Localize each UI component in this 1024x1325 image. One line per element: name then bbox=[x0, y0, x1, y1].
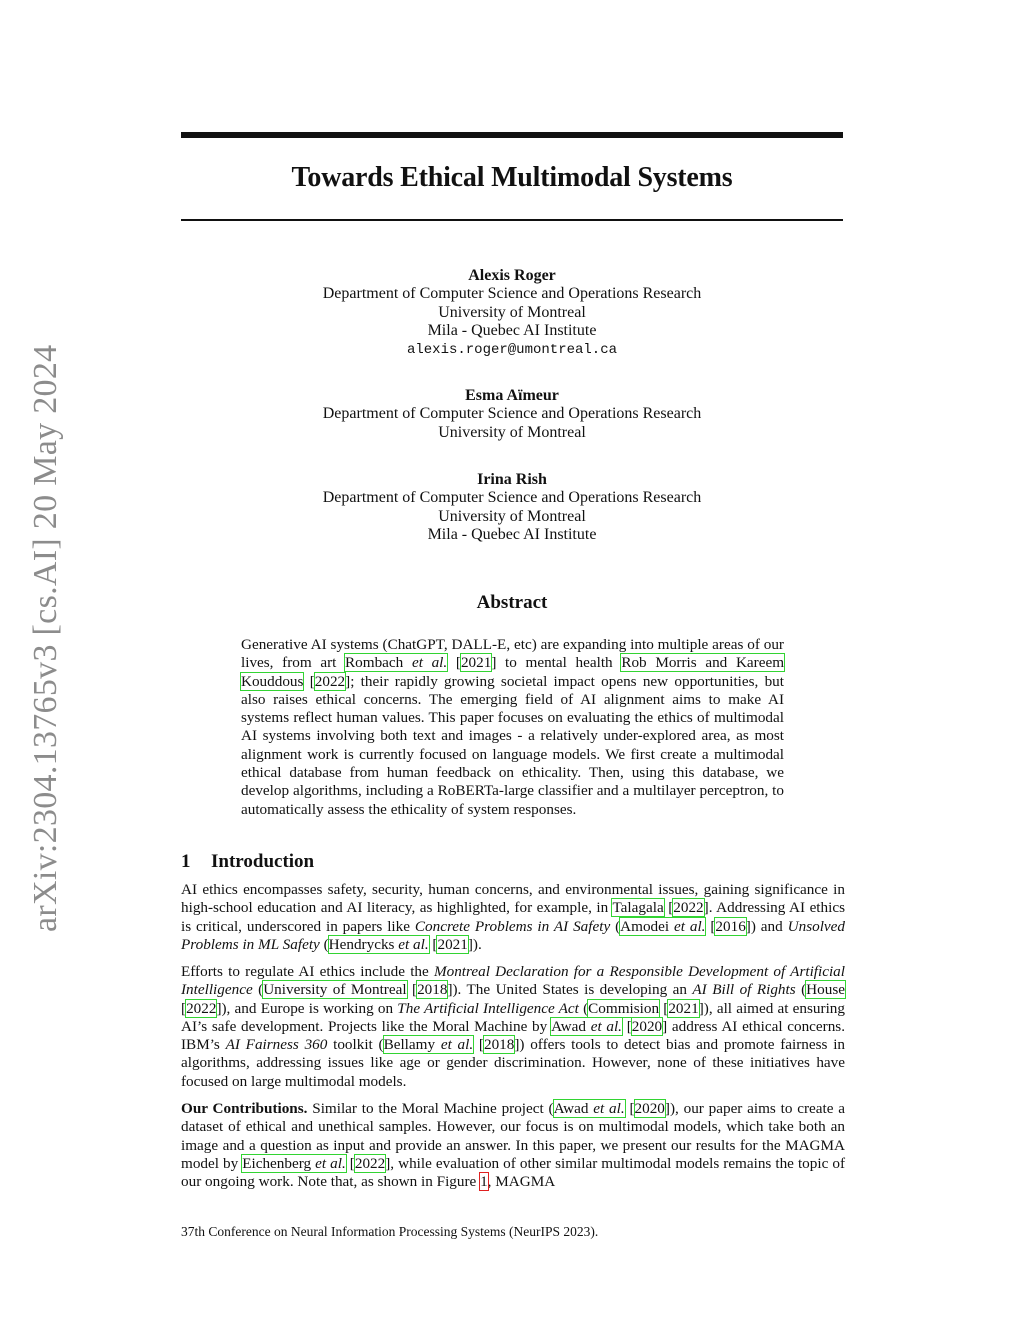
author-affiliation: University of Montreal bbox=[438, 507, 586, 525]
section-number: 1 bbox=[181, 851, 191, 872]
abstract-heading: Abstract bbox=[476, 592, 548, 613]
conference-footnote: 37th Conference on Neural Information Processing Systems (NeurIPS 2023). bbox=[181, 1224, 599, 1239]
citation-year-link[interactable]: 2022 bbox=[354, 1154, 386, 1172]
author-block-1 bbox=[181, 267, 843, 359]
citation-year-link[interactable]: 2018 bbox=[483, 1036, 515, 1054]
author-affiliation: Mila - Quebec AI Institute bbox=[427, 526, 597, 544]
author-block-3 bbox=[181, 471, 843, 545]
citation-link[interactable]: Commision bbox=[588, 999, 660, 1017]
author-name: Esma Aïmeur bbox=[465, 387, 559, 404]
citation-link[interactable]: University of Montreal bbox=[263, 981, 407, 999]
citation-year-link[interactable]: 2022 bbox=[186, 999, 217, 1017]
citation-link[interactable]: Awad et al. bbox=[553, 1100, 625, 1117]
section-title: Introduction bbox=[211, 851, 315, 872]
citation-year-link[interactable]: 2022 bbox=[314, 672, 346, 690]
paper-title: Towards Ethical Multimodal Systems bbox=[291, 162, 733, 193]
citation-link[interactable]: Amodei et al. bbox=[620, 917, 706, 935]
citation-link[interactable]: House bbox=[806, 981, 845, 999]
citation-year-link[interactable]: 2018 bbox=[417, 981, 448, 999]
author-affiliation: Department of Computer Science and Operations Research bbox=[322, 489, 702, 507]
author-email[interactable]: alexis.roger@umontreal.ca bbox=[406, 341, 618, 358]
citation-link[interactable]: Rombach et al. bbox=[345, 654, 448, 672]
citation-link[interactable]: Hendrycks et al. bbox=[328, 935, 429, 953]
citation-link[interactable]: Awad et al. bbox=[551, 1017, 622, 1035]
author-affiliation: Mila - Quebec AI Institute bbox=[427, 322, 597, 340]
author-name: Alexis Roger bbox=[468, 267, 556, 284]
citation-year-link[interactable]: 2016 bbox=[715, 917, 746, 935]
title-rule-bottom bbox=[181, 219, 843, 221]
citation-year-link[interactable]: 2020 bbox=[634, 1100, 665, 1117]
citation-year-link[interactable]: 2020 bbox=[631, 1017, 663, 1035]
citation-year-link[interactable]: 2021 bbox=[668, 999, 699, 1017]
author-affiliation: Department of Computer Science and Operations Research bbox=[322, 285, 702, 303]
intro-paragraph-3: Our Contributions. Similar to the Moral Machine project (Awad et al. [2020]), our paper aims to create a dataset of ethical and unethical samples. However, our focus is on multimodal models, which take both an image and a question as input and provide an answer. In this paper, we present our results for the MAGMA model by Eichenberg et al. [2022], while evaluation of other similar multimodal models remains the topic of our ongoing work. Note that, as shown in Figure 1, MAGMA bbox=[181, 1100, 846, 1191]
title-rule-top bbox=[181, 132, 843, 138]
paragraph-lead: Our Contributions. bbox=[181, 1100, 308, 1117]
intro-paragraph-1: AI ethics encompasses safety, security, human concerns, and environmental issues, gaining significance in high-school education and AI literacy, as highlighted, for example, in Talagala [2022]. Addressing AI ethics is critical, underscored in papers like Concrete Problems in AI Safety (Amodei et al. [2016]) and Unsolved Problems in ML Safety (Hendrycks et al. [2021]). bbox=[181, 881, 846, 953]
author-name: Irina Rish bbox=[477, 471, 547, 488]
abstract-text: Generative AI systems (ChatGPT, DALL-E, etc) are expanding into multiple areas of our lives, from art Rombach et al. [2021] to mental health Rob Morris and Kareem Kouddous [2022]; their rapidly growing societal impact opens new opportunities, but also raises ethical concerns. The emerging field of AI alignment aims to make AI systems reflect human values. This paper focuses on evaluating the ethics of multimodal AI systems involving both text and images - a relatively under-explored area, as most alignment work is currently focused on language models. We first create a multimodal ethical database from human feedback on ethicality. Then, using this database, we develop algorithms, including a RoBERTa-large classifier and a multilayer perceptron, to automatically assess the ethicality of system responses. bbox=[241, 636, 785, 818]
author-affiliation: University of Montreal bbox=[438, 303, 586, 321]
author-affiliation: Department of Computer Science and Operations Research bbox=[322, 405, 702, 423]
citation-year-link[interactable]: 2022 bbox=[673, 899, 704, 917]
citation-year-link[interactable]: 2021 bbox=[437, 935, 468, 953]
citation-link[interactable]: Rob Morris and Kareem Kouddous bbox=[241, 654, 785, 690]
author-affiliation: University of Montreal bbox=[438, 423, 586, 441]
arxiv-identifier: arXiv:2304.13765v3 [cs.AI] 20 May 2024 bbox=[27, 344, 64, 932]
intro-paragraph-2: Efforts to regulate AI ethics include the Montreal Declaration for a Responsible Development of Artificial Intelligence (University of Montreal [2018]). The United States is developing an AI Bill of Rights (House [2022]), and Europe is working on The Artificial Intelligence Act (Commision [2021]), all aimed at ensuring AI’s safe development. Projects like the Moral Machine by Awad et al. [2020] address AI ethical concerns. IBM’s AI Fairness 360 toolkit (Bellamy et al. [2018]) offers tools to detect bias and promote fairness in algorithms, addressing issues like age or gender discrimination. However, none of these initiatives have focused on large multimodal models. bbox=[181, 963, 846, 1090]
section-heading bbox=[181, 851, 314, 873]
citation-link[interactable]: Bellamy et al. bbox=[383, 1036, 474, 1054]
citation-link[interactable]: Talagala bbox=[612, 899, 664, 917]
author-block-2 bbox=[181, 387, 843, 442]
citation-year-link[interactable]: 2021 bbox=[460, 654, 492, 672]
figure-reference-link[interactable]: 1 bbox=[480, 1173, 488, 1191]
citation-link[interactable]: Eichenberg et al. bbox=[242, 1154, 346, 1172]
